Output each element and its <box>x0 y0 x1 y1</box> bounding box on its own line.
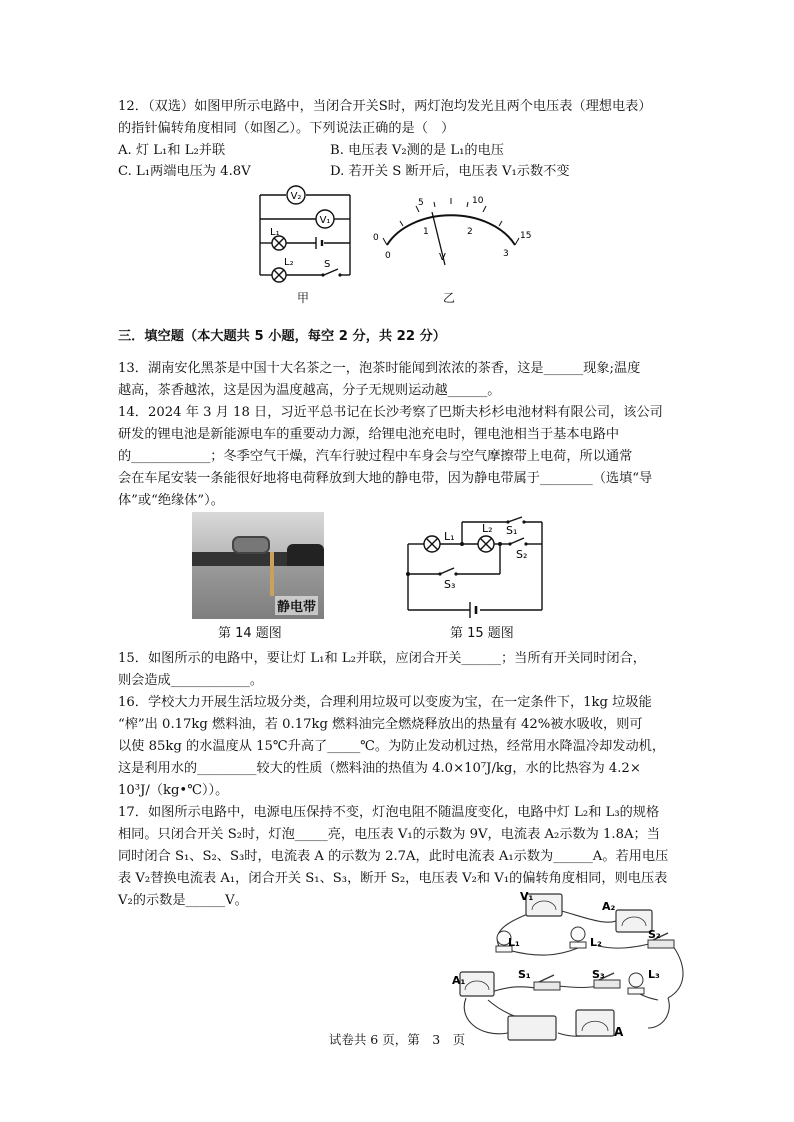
q12-line-2: 的指针偏转角度相同（如图乙）。下列说法正确的是（ ） <box>118 121 455 136</box>
q15-l1-label: L₁ <box>444 530 455 543</box>
q12-top-tick-5: 5 <box>418 198 424 208</box>
q14-line-4: 会在车尾安装一条能很好地将电荷释放到大地的静电带，因为静电带属于________（选填“导 <box>118 471 653 486</box>
q12-option-b: B. 电压表 V₂测的是 L₁的电压 <box>330 143 504 158</box>
q13-line-2: 越高，茶香越浓，这是因为温度越高，分子无规则运动越______。 <box>118 383 501 398</box>
q17-circuit-illustration <box>448 888 688 1048</box>
q16-line-4: 这是利用水的_________较大的性质（燃料油的热值为 4.0×10⁷J/kg，水的比热容为 4.2× <box>118 761 641 776</box>
q12-option-c: C. L₁两端电压为 4.8V <box>118 164 251 179</box>
q17-s1-label: S₁ <box>518 968 531 981</box>
q17-l1-label: L₁ <box>508 936 520 949</box>
q17-v1-label: V₁ <box>520 890 534 903</box>
q14-figure-caption: 第 14 题图 <box>218 626 282 641</box>
q12-l2-label: L₂ <box>284 257 294 268</box>
q17-line-3: 同时闭合 S₁、S₂、S₃时，电流表 A 的示数为 2.7A，此时电流表 A₁示数为______A。若用电压 <box>118 849 669 864</box>
q14-photo-label: 静电带 <box>275 596 318 615</box>
q15-s1-label: S₁ <box>506 524 518 537</box>
q12-bottom-tick-0: 0 <box>385 251 391 261</box>
q12-line-1: 12．（双选）如图甲所示电路中，当闭合开关S时，两灯泡均发光且两个电压表（理想电表） <box>118 99 652 114</box>
q12-option-d: D. 若开关 S 断开后，电压表 V₁示数不变 <box>330 164 570 179</box>
q15-s3-label: S₃ <box>444 578 456 591</box>
q12-s-label: S <box>324 259 331 270</box>
q12-fig-jia-caption: 甲 <box>297 291 310 305</box>
q12-bottom-tick-1: 1 <box>423 227 429 237</box>
q17-l2-label: L₂ <box>590 936 602 949</box>
page-footer: 试卷共 6 页，第 3 页 <box>328 1032 466 1047</box>
q15-line-1: 15．如图所示的电路中，要让灯 L₁和 L₂并联，应闭合开关______；当所有开关同时闭合， <box>118 651 646 666</box>
q12-fig-yi-caption: 乙 <box>443 291 456 305</box>
q15-s2-label: S₂ <box>516 548 528 561</box>
q15-line-2: 则会造成____________。 <box>118 673 264 688</box>
q15-figure-caption: 第 15 题图 <box>450 626 514 641</box>
section-3-title: 三．填空题（本大题共 5 小题，每空 2 分，共 22 分） <box>118 329 446 344</box>
q12-circuit-diagram <box>250 185 365 285</box>
q14-line-3: 的____________；冬季空气干燥，汽车行驶过程中车身会与空气摩擦带上电荷，所以通常 <box>118 449 633 464</box>
q16-line-1: 16．学校大力开展生活垃圾分类，合理利用垃圾可以变废为宝，在一定条件下，1kg 垃圾能 <box>118 695 652 710</box>
q17-a-label: A <box>614 1025 624 1039</box>
q12-top-tick-10: 10 <box>472 196 484 206</box>
q15-circuit-diagram <box>400 512 550 622</box>
q17-line-1: 17．如图所示电路中，电源电压保持不变，灯泡电阻不随温度变化，电路中灯 L₂和 L₃的规格 <box>118 805 660 820</box>
q12-top-tick-0: 0 <box>373 233 379 243</box>
q17-line-2: 相同。只闭合开关 S₂时，灯泡_____亮，电压表 V₁的示数为 9V，电流表 A₂示数为 1.8A；当 <box>118 827 660 842</box>
q17-l3-label: L₃ <box>648 968 660 981</box>
q17-line-5: V₂的示数是______V。 <box>118 893 248 908</box>
q14-line-5: 体”或“绝缘体”）。 <box>118 493 224 508</box>
q17-s2-label: S₂ <box>648 928 661 941</box>
q12-meter-unit: V <box>439 252 446 263</box>
q12-bottom-tick-2: 2 <box>467 227 473 237</box>
q15-l2-label: L₂ <box>482 522 493 535</box>
q12-l1-label: L₁ <box>270 227 280 238</box>
q12-v1-label: V₁ <box>319 215 331 226</box>
q16-line-3: 以使 85kg 的水温度从 15℃升高了_____℃。为防止发动机过热，经常用水降温冷却发动机， <box>118 739 666 754</box>
q12-voltmeter-dial <box>365 190 535 270</box>
q17-s3-label: S₃ <box>592 968 605 981</box>
q16-line-2: “榨”出 0.17kg 燃料油，若 0.17kg 燃料油完全燃烧释放出的热量有 42%被水吸收，则可 <box>118 717 643 732</box>
q17-a1-label: A₁ <box>452 974 466 987</box>
q17-line-4: 表 V₂替换电流表 A₁，闭合开关 S₁、S₃，断开 S₂，电压表 V₂和 V₁的偏转角度相同，则电压表 <box>118 871 668 886</box>
q14-line-1: 14．2024 年 3 月 18 日，习近平总书记在长沙考察了巴斯夫杉杉电池材料有限公司，该公司 <box>118 405 663 420</box>
q12-top-tick-15: 15 <box>520 231 532 241</box>
q14-line-2: 研发的锂电池是新能源电车的重要动力源，给锂电池充电时，锂电池相当于基本电路中 <box>118 427 620 442</box>
q14-car-photo <box>192 512 324 619</box>
q17-a2-label: A₂ <box>602 900 616 913</box>
q13-line-1: 13．湖南安化黑茶是中国十大名茶之一，泡茶时能闻到浓浓的茶香，这是______现象;温度 <box>118 361 641 376</box>
q12-bottom-tick-3: 3 <box>503 249 509 259</box>
q16-line-5: 10³J/（kg•℃））。 <box>118 783 229 798</box>
q12-option-a: A. 灯 L₁和 L₂并联 <box>118 143 226 158</box>
q12-v2-label: V₂ <box>290 191 302 202</box>
